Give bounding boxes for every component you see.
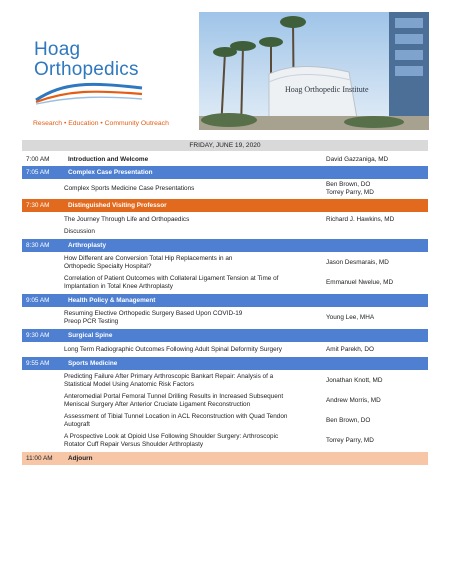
agenda-presenter: Torrey Parry, MD [326, 437, 374, 444]
agenda-session-header [22, 166, 428, 179]
agenda-session-header [22, 199, 428, 212]
agenda-talk-row [22, 253, 428, 273]
agenda-title: Correlation of Patient Outcomes with Collateral Ligament Tension at Time of Implantation in Total Knee Arthroplasty [64, 275, 279, 290]
agenda-time: 7:00 AM [26, 156, 50, 163]
agenda-presenter: Jason Desmarais, MD [326, 259, 389, 266]
agenda-time: 9:55 AM [26, 360, 50, 367]
agenda-item-row [22, 154, 428, 165]
agenda-talk-row [22, 343, 428, 356]
agenda-session-header [22, 329, 428, 342]
agenda-time: 11:00 AM [26, 455, 53, 462]
agenda-title: Introduction and Welcome [68, 156, 149, 163]
agenda-talk-row [22, 180, 428, 198]
agenda-time: 9:30 AM [26, 332, 50, 339]
agenda-talk-row [22, 226, 428, 238]
agenda-presenter: Ben Brown, DO Torrey Parry, MD [326, 181, 374, 196]
tagline: Research • Education • Community Outreach [33, 120, 169, 127]
logo-line-1: Hoag [34, 39, 81, 60]
agenda-title: Distinguished Visiting Professor [68, 202, 167, 209]
agenda-title: Long Term Radiographic Outcomes Following Adult Spinal Deformity Surgery [64, 345, 282, 353]
agenda-time: 7:05 AM [26, 169, 50, 176]
agenda-time: 9:05 AM [26, 297, 50, 304]
agenda-title: Health Policy & Management [68, 297, 156, 304]
agenda-talk-row [22, 213, 428, 226]
agenda-presenter: Ben Brown, DO [326, 417, 371, 424]
agenda-presenter: David Gazzaniga, MD [326, 156, 389, 163]
agenda-presenter: Young Lee, MHA [326, 314, 375, 321]
agenda-title: Arthroplasty [68, 242, 106, 249]
agenda-presenter: Emmanuel Nwelue, MD [326, 279, 394, 286]
agenda-title: Complex Case Presentation [68, 169, 153, 176]
agenda-presenter: Amit Parekh, DO [326, 345, 374, 353]
agenda-session-header [22, 294, 428, 307]
agenda-talk-row [22, 273, 428, 293]
agenda-time: 7:30 AM [26, 202, 50, 209]
agenda-presenter: Richard J. Hawkins, MD [326, 215, 395, 223]
agenda-time: 8:30 AM [26, 242, 50, 249]
agenda-title: Discussion [64, 228, 95, 235]
agenda-title: The Journey Through Life and Orthopaedics [64, 215, 190, 223]
building-photo [199, 12, 429, 130]
agenda-rows [22, 154, 428, 465]
day-header: FRIDAY, JUNE 19, 2020 [22, 140, 428, 151]
logo-line-2: Orthopedics [34, 59, 139, 80]
agenda-title: Resuming Elective Orthopedic Surgery Based Upon COVID-19 Preop PCR Testing [64, 310, 243, 325]
photo-sign-text: Hoag Orthopedic Institute [285, 85, 369, 94]
agenda-talk-row [22, 431, 428, 451]
agenda-session-header [22, 239, 428, 252]
agenda-session-header [22, 452, 428, 465]
agenda-talk-row [22, 411, 428, 431]
agenda-title: How Different are Conversion Total Hip Replacements in an Orthopedic Specialty Hospital? [64, 255, 233, 270]
agenda-title: Sports Medicine [68, 360, 118, 367]
agenda-session-header [22, 357, 428, 370]
agenda-title: Assessment of Tibial Tunnel Location in ACL Reconstruction with Quad Tendon Autograft [64, 413, 288, 428]
agenda-title: Predicting Failure After Primary Arthroscopic Bankart Repair: Analysis of a Statistical Model Using Anatomic Risk Factors [64, 373, 274, 388]
agenda-title: Surgical Spine [68, 332, 113, 339]
agenda-title: Complex Sports Medicine Case Presentations [64, 185, 195, 192]
agenda-schedule [22, 140, 428, 466]
agenda-title: Anteromedial Portal Femoral Tunnel Drilling Results in Increased Subsequent Meniscal Surgery After Anterior Cruciate Ligament Reconstruction [64, 393, 284, 408]
agenda-presenter: Jonathan Knott, MD [326, 377, 383, 384]
agenda-title: Adjourn [68, 455, 93, 462]
agenda-title: A Prospective Look at Opioid Use Following Shoulder Surgery: Arthroscopic Rotator Cuff Repair Versus Shoulder Arthroplasty [64, 433, 279, 448]
agenda-presenter: Andrew Morris, MD [326, 397, 381, 404]
agenda-talk-row [22, 308, 428, 328]
agenda-talk-row [22, 391, 428, 411]
logo-swoosh-icon [34, 80, 144, 106]
agenda-talk-row [22, 371, 428, 391]
